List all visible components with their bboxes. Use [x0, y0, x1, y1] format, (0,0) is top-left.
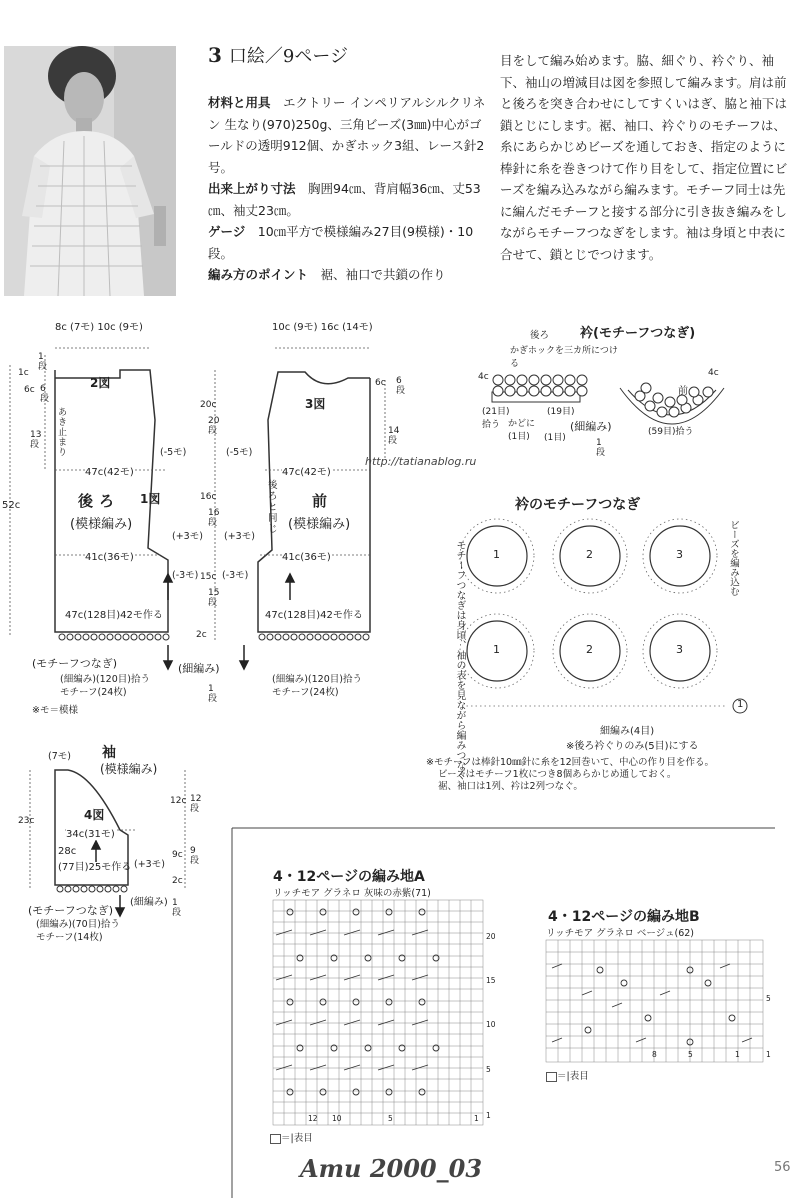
note-2: ビーズはモチーフ1枚につき8個あらかじめ通しておく。 — [438, 769, 677, 780]
sleeve-crochet: (細編み) — [130, 897, 168, 908]
size-text: 胸囲94㎝、背肩幅36㎝、丈53㎝、袖丈23㎝。 — [208, 181, 481, 218]
chart-b-legend-text: ＝|表目 — [557, 1071, 589, 1082]
chart-b-grid — [546, 940, 763, 1062]
front-same-as-back: 後ろと同じ — [268, 480, 278, 535]
collar-pick-1: (1目) — [544, 433, 566, 443]
sleeve-motif-count: モチーフ(14枚) — [36, 932, 103, 943]
chart-a-yarn: リッチモア グラネロ 灰味の赤紫(71) — [273, 888, 431, 899]
gauge-heading: ゲージ — [208, 224, 246, 239]
back-h13-rows: 13段 — [30, 430, 42, 450]
chart-a-row-15: 15 — [486, 976, 496, 985]
chart-a-row-10: 10 — [486, 1020, 496, 1029]
watermark-url: http://tatianablog.ru — [365, 455, 477, 468]
front-dec-5: (-5モ) — [226, 447, 253, 458]
back-total-height: 52c — [2, 500, 21, 511]
title-text: 口絵／9ページ — [228, 46, 348, 67]
sleeve-motif-label: (モチーフつなぎ) — [28, 904, 114, 917]
front-dec-3: (-3モ) — [222, 570, 249, 581]
back-h6: 6c — [24, 385, 35, 395]
back-opening: あき止まり — [58, 408, 68, 458]
collar-pick-59: (59目)拾う — [648, 427, 694, 437]
back-width-47: 47c(42モ) — [85, 463, 134, 478]
collar-front-c4: 4c — [708, 368, 719, 378]
sleeve-r12: 12段 — [190, 794, 202, 814]
sleeve-c2: 2c — [172, 876, 183, 886]
chart-a-col-10: 10 — [332, 1114, 342, 1123]
chart-b-col-8: 8 — [652, 1050, 657, 1059]
materials-heading: 材料と用具 — [208, 95, 271, 110]
front-h14-rows: 14段 — [388, 426, 400, 446]
back-stitch: (模様編み) — [70, 517, 133, 532]
collar-front-label: 前 — [678, 386, 688, 397]
front-pick-up: (細編み)(120目)拾う — [272, 674, 362, 685]
chart-a-row-5: 5 — [486, 1065, 491, 1074]
motif-notes — [426, 757, 796, 793]
front-r15: 15段 — [208, 588, 220, 608]
chart-b-col-1: 1 — [735, 1050, 740, 1059]
chart-b-legend — [546, 1068, 589, 1082]
motif-num-2: 2 — [586, 548, 593, 561]
collar-one-row: 1段 — [596, 438, 606, 458]
chart-b-col-5: 5 — [688, 1050, 693, 1059]
front-r16: 16段 — [208, 508, 220, 528]
front-c20: 20c — [200, 400, 217, 410]
chart-b-yarn: リッチモア グラネロ ベージュ(62) — [546, 928, 694, 939]
back-bottom-dims: 47c(128目)42モ作る — [65, 610, 163, 621]
materials-text: エクトリー インペリアルシルクリネン 生なり(970)250g、三角ビーズ(3㎜)中心がゴールドの透明912個、かぎホック3組、レース針2号。 — [208, 95, 486, 175]
sleeve-inc-3: (+3モ) — [134, 859, 165, 870]
chart-b-row-1: 1 — [766, 1050, 771, 1059]
back-top-dims: 8c (7モ) 10c (9モ) — [55, 322, 143, 333]
front-h6: 6c — [375, 378, 386, 388]
front-width-47: 47c(42モ) — [282, 463, 331, 478]
front-h6-rows: 6段 — [396, 376, 406, 396]
chart-a-grid — [273, 900, 483, 1125]
sleeve-stitch: (模様編み) — [100, 762, 158, 776]
sleeve-c23: 23c — [18, 816, 35, 826]
circle-end-label: 1 — [737, 699, 744, 710]
sleeve-fig-label: 4図 — [84, 808, 105, 822]
note-1: ※モチーフは棒針10㎜針に糸を12回巻いて、中心の作り目を作る。 — [426, 757, 714, 768]
collar-pick-21: (21目)拾う — [482, 407, 510, 430]
chart-a-legend-text: ＝|表目 — [281, 1133, 313, 1144]
gauge-text: 10㎝平方で模様編み27目(9模様)・10段。 — [208, 224, 474, 261]
sleeve-width-34: 34c(31モ) — [66, 825, 115, 840]
front-one-row: 1段 — [208, 684, 218, 704]
collar-back-label: 後ろ — [530, 330, 550, 341]
collar-corner: かどに(1目) — [508, 419, 536, 442]
front-inc-3: (+3モ) — [224, 531, 255, 542]
chart-a-row-1: 1 — [486, 1111, 491, 1120]
size-heading: 出来上がり寸法 — [208, 181, 296, 196]
bead-note: ビーズを編み込む — [728, 520, 739, 596]
front-fig-label: 3図 — [305, 397, 326, 411]
back-fig1-label: 1図 — [140, 492, 161, 506]
motif-join-title: 衿のモチーフつなぎ — [515, 497, 641, 513]
sleeve-r9: 9段 — [190, 846, 200, 866]
front-c2: 2c — [196, 630, 207, 640]
chart-b-row-5: 5 — [766, 994, 771, 1003]
back-fig-label: 2図 — [90, 376, 111, 390]
back-only-note: ※後ろ衿ぐりのみ(5目)にする — [566, 741, 699, 752]
front-name: 前 — [312, 492, 328, 510]
back-pick-up: (細編み)(120目)拾う — [60, 674, 150, 685]
chart-b-title: 4・12ページの編み地B — [548, 909, 700, 925]
sleeve-c12: 12c — [170, 796, 187, 806]
front-top-dims: 10c (9モ) 16c (14モ) — [272, 322, 373, 333]
legend-note: ※モ＝模様 — [32, 705, 78, 716]
back-h1-rows: 1段 — [38, 352, 48, 372]
chart-a-col-5: 5 — [388, 1114, 393, 1123]
collar-title: 衿(モチーフつなぎ) — [580, 326, 696, 341]
instructions-column: 目をして編み始めます。脇、細ぐり、衿ぐり、袖下、袖山の増減目は図を参照して編みます。肩は前と後ろを突き合わせにしてすくいはぎ、脇と袖下は鎖とじにします。裾、袖口、衿ぐりのモチーフは、糸にあらかじめビーズを通しておき、指定のように棒針に糸を巻きつけて作り目をして、指定位置にビーズを編み込みながら編みます。モチーフ同士は先に編んだモチーフと接する部分に引き抜き編みをしながらモチーフつなぎをします。袖は身頃と中表に合せて、鎖とじでつけます。 — [500, 53, 788, 262]
chart-a-col-1: 1 — [474, 1114, 479, 1123]
front-motif-count: モチーフ(24枚) — [272, 687, 339, 698]
motif-num-3: 3 — [676, 548, 683, 561]
sleeve-label: 袖 — [102, 745, 116, 761]
collar-hook-note: かぎホックを三カ所につける — [510, 346, 618, 369]
front-stitch: (模様編み) — [288, 517, 351, 532]
chart-a-title: 4・12ページの編み地A — [273, 869, 425, 885]
collar-c4: 4c — [478, 372, 489, 382]
title-number: 3 — [208, 43, 222, 67]
crochet-4-label: 細編み(4目) — [600, 726, 655, 737]
magazine-footer: Amu 2000_03 — [300, 1154, 483, 1183]
back-dec-5: (-5モ) — [160, 447, 187, 458]
front-crochet: (細編み) — [178, 662, 220, 675]
motif-join-note: モチーフつなぎは身頃、袖の表を見ながら編みつなぐ — [454, 540, 465, 780]
chart-a-legend — [270, 1130, 313, 1144]
front-bottom-dims: 47c(128目)42モ作る — [265, 610, 363, 621]
sleeve-c9: 9c — [172, 850, 183, 860]
sleeve-pick-up: (細編み)(70目)拾う — [36, 919, 120, 930]
motif-num-2b: 2 — [586, 643, 593, 656]
back-name: 後ろ — [78, 492, 121, 510]
motif-num-3b: 3 — [676, 643, 683, 656]
sleeve-top-dims: (7モ) — [48, 751, 71, 762]
front-r20: 20段 — [208, 416, 220, 436]
page-number: 56 — [774, 1160, 791, 1175]
chart-a-row-20: 20 — [486, 932, 496, 941]
back-inc-3: (+3モ) — [172, 531, 203, 542]
front-c15: 15c — [200, 572, 217, 582]
point-heading: 編み方のポイント — [208, 267, 309, 282]
back-width-41: 41c(36モ) — [85, 548, 134, 563]
front-c16: 16c — [200, 492, 217, 502]
point-text: 裾、袖口で共鎖の作り — [320, 267, 446, 282]
sleeve-cast-on: (77目)25モ作る — [58, 862, 132, 873]
back-h6-rows: 6段 — [40, 384, 50, 404]
back-dec-3: (-3モ) — [172, 570, 199, 581]
sleeve-one-row: 1段 — [172, 898, 182, 918]
collar-pick-19: (19目) — [547, 407, 575, 417]
knit-stitch-icon — [546, 1072, 557, 1082]
front-width-41: 41c(36モ) — [282, 548, 331, 563]
chart-a-col-12: 12 — [308, 1114, 318, 1123]
note-3: 裾、袖口は1列、衿は2列つなぐ。 — [438, 781, 583, 792]
sleeve-width-28: 28c — [58, 846, 77, 857]
back-motif-count: モチーフ(24枚) — [60, 687, 127, 698]
back-h1: 1c — [18, 368, 29, 378]
back-motif-label: (モチーフつなぎ) — [32, 657, 118, 670]
motif-num-1: 1 — [493, 548, 500, 561]
knit-stitch-icon — [270, 1134, 281, 1144]
motif-num-1b: 1 — [493, 643, 500, 656]
collar-crochet: (細編み) — [570, 420, 612, 433]
